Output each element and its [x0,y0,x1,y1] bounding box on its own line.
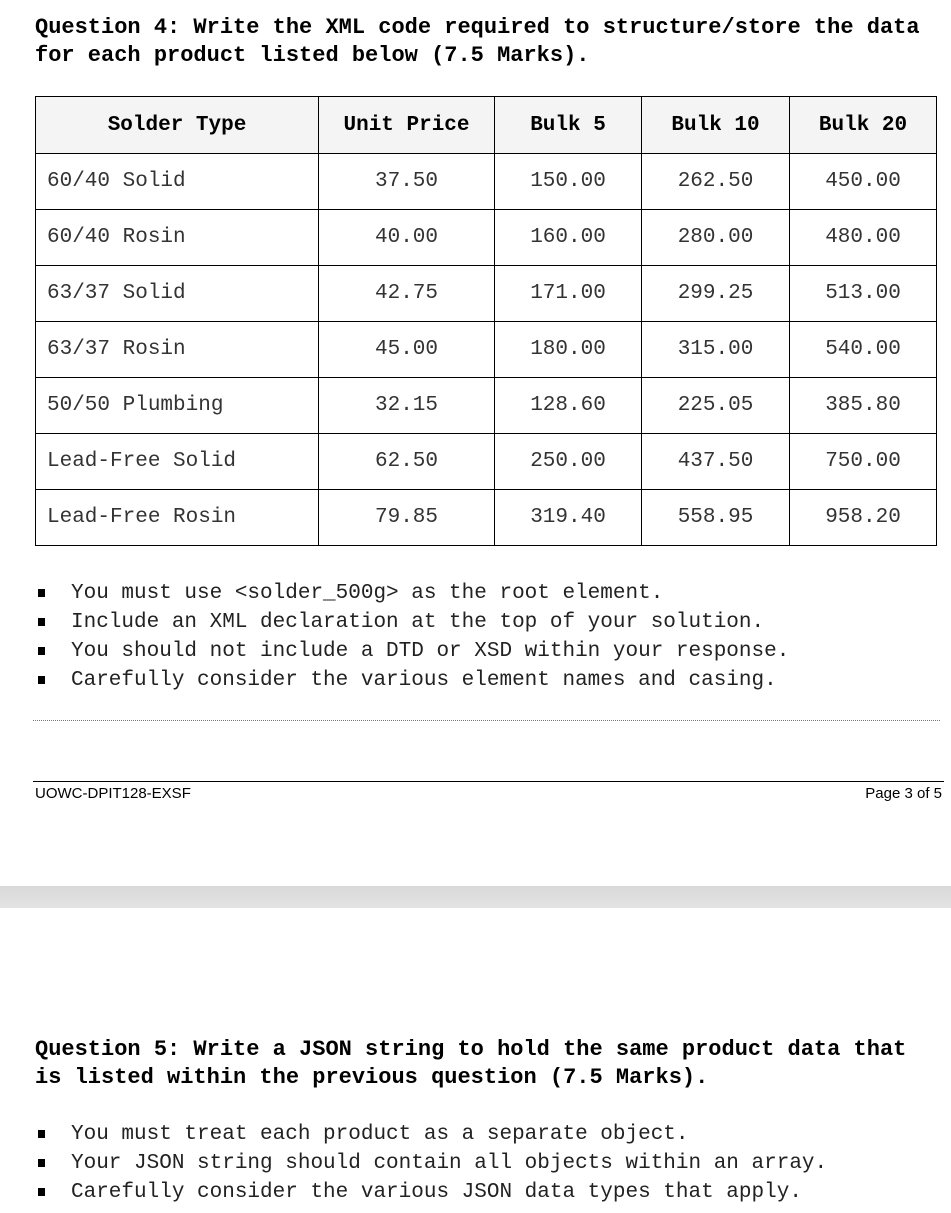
bullet-square-icon [38,589,45,597]
bullet-square-icon [38,1130,45,1138]
bullet-text: Your JSON string should contain all objects within an array. [71,1152,828,1175]
cell-unit-price: 37.50 [319,154,495,210]
list-item [35,579,789,608]
cell-solder-type: 63/37 Rosin [36,322,319,378]
footer-divider [33,781,944,782]
table-row [36,154,937,210]
table-header-row [36,97,937,154]
header-unit-price: Unit Price [319,97,495,154]
cell-bulk-10: 225.05 [642,378,790,434]
cell-bulk-5: 180.00 [495,322,642,378]
cell-solder-type: 60/40 Rosin [36,210,319,266]
cell-unit-price: 62.50 [319,434,495,490]
bullet-text: Carefully consider the various JSON data types that apply. [71,1181,802,1204]
cell-bulk-10: 558.95 [642,490,790,546]
cell-unit-price: 40.00 [319,210,495,266]
cell-bulk-20: 385.80 [790,378,937,434]
list-item [35,666,789,695]
list-item [35,608,789,637]
cell-bulk-5: 128.60 [495,378,642,434]
list-item [35,1120,827,1149]
page-separator [0,886,951,908]
footer-course-code: UOWC-DPIT128-EXSF [35,785,191,802]
question-4-title: Question 4: Write the XML code required to structure/store the data for each product listed below (7.5 Marks). [35,15,920,68]
list-item [35,1178,827,1207]
cell-solder-type: 50/50 Plumbing [36,378,319,434]
solder-price-table [35,96,937,546]
cell-bulk-20: 450.00 [790,154,937,210]
cell-solder-type: Lead-Free Rosin [36,490,319,546]
cell-bulk-10: 299.25 [642,266,790,322]
table-row [36,434,937,490]
cell-unit-price: 42.75 [319,266,495,322]
question-5-title: Question 5: Write a JSON string to hold the same product data that is listed within the previous question (7.5 Marks). [35,1037,907,1090]
answer-divider [33,720,940,721]
cell-bulk-5: 171.00 [495,266,642,322]
cell-bulk-10: 262.50 [642,154,790,210]
table-row [36,266,937,322]
cell-bulk-20: 750.00 [790,434,937,490]
bullet-square-icon [38,1188,45,1196]
question-4-requirements [35,579,789,695]
bullet-square-icon [38,1159,45,1167]
cell-bulk-20: 480.00 [790,210,937,266]
cell-bulk-5: 250.00 [495,434,642,490]
cell-bulk-10: 437.50 [642,434,790,490]
question-5-requirements [35,1120,827,1207]
header-bulk-20: Bulk 20 [790,97,937,154]
cell-unit-price: 45.00 [319,322,495,378]
cell-bulk-20: 513.00 [790,266,937,322]
bullet-square-icon [38,618,45,626]
cell-solder-type: Lead-Free Solid [36,434,319,490]
cell-bulk-10: 280.00 [642,210,790,266]
document-page-4 [0,908,951,1213]
cell-solder-type: 60/40 Solid [36,154,319,210]
table-row [36,322,937,378]
header-bulk-5: Bulk 5 [495,97,642,154]
table-row [36,210,937,266]
list-item [35,637,789,666]
cell-bulk-5: 160.00 [495,210,642,266]
cell-bulk-5: 319.40 [495,490,642,546]
cell-bulk-10: 315.00 [642,322,790,378]
list-item [35,1149,827,1178]
bullet-text: Include an XML declaration at the top of your solution. [71,611,765,634]
bullet-text: You must use <solder_500g> as the root element. [71,582,664,605]
cell-unit-price: 32.15 [319,378,495,434]
cell-bulk-5: 150.00 [495,154,642,210]
cell-bulk-20: 540.00 [790,322,937,378]
bullet-text: Carefully consider the various element names and casing. [71,669,777,692]
header-bulk-10: Bulk 10 [642,97,790,154]
cell-solder-type: 63/37 Solid [36,266,319,322]
header-solder-type: Solder Type [36,97,319,154]
bullet-square-icon [38,676,45,684]
bullet-text: You must treat each product as a separate object. [71,1123,689,1146]
table-row [36,490,937,546]
bullet-square-icon [38,647,45,655]
cell-unit-price: 79.85 [319,490,495,546]
footer-page-number: Page 3 of 5 [865,785,942,802]
bullet-text: You should not include a DTD or XSD within your response. [71,640,790,663]
cell-bulk-20: 958.20 [790,490,937,546]
table-row [36,378,937,434]
